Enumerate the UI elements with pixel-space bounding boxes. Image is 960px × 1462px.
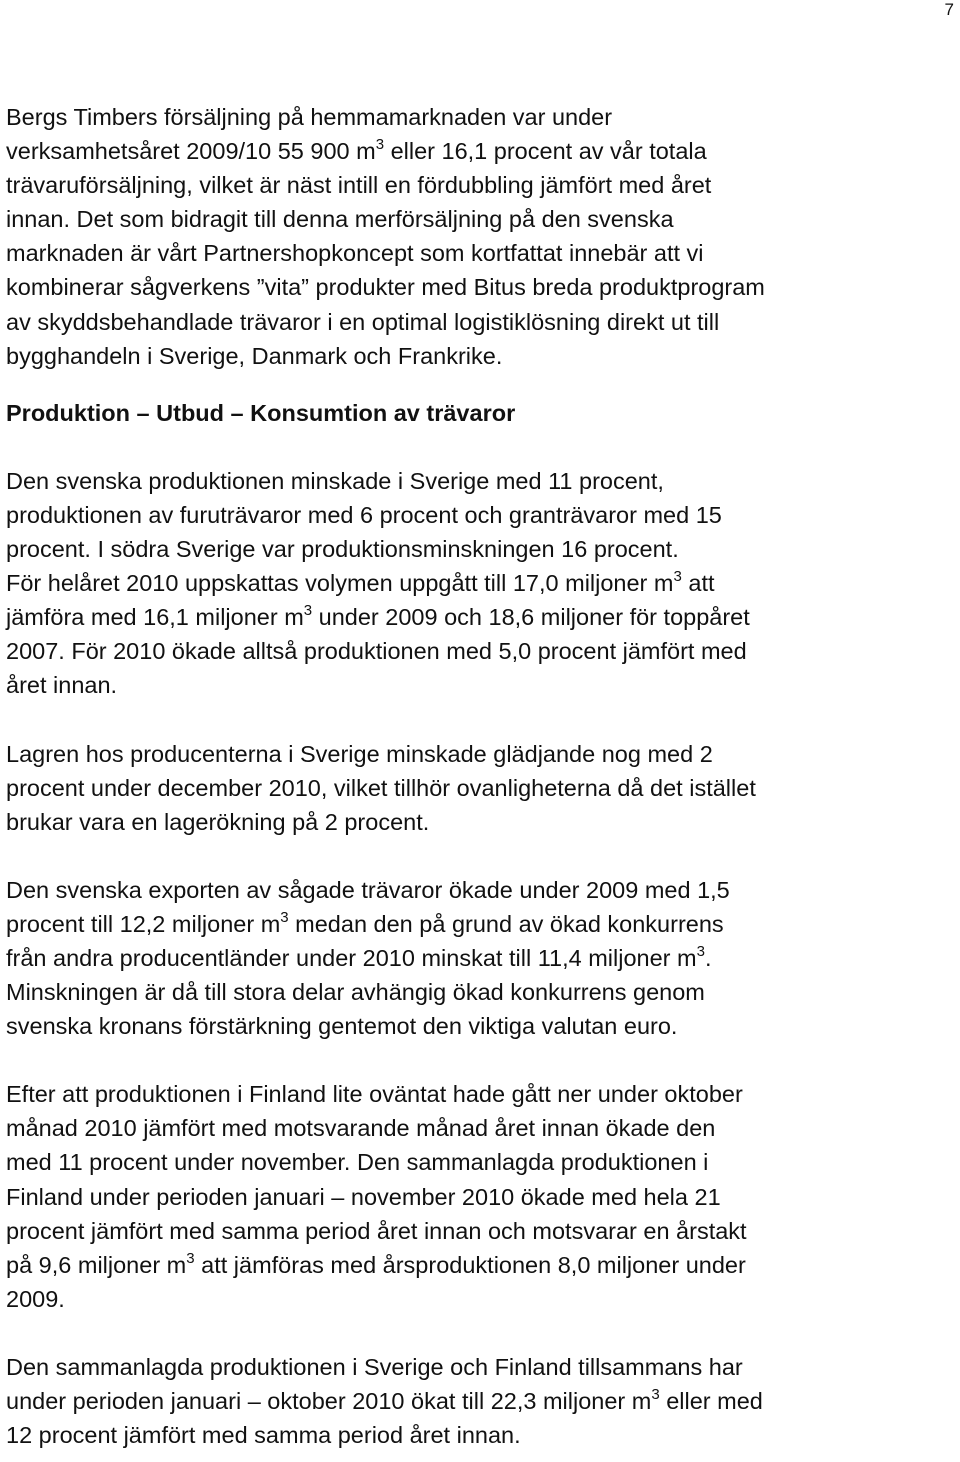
paragraph-finland	[6, 1077, 946, 1316]
text-line: Efter att produktionen i Finland lite oväntat hade gått ner under oktober	[6, 1081, 743, 1108]
text-line: under perioden januari – oktober 2010 ökat till 22,3 miljoner $m^3$ eller med	[6, 1386, 763, 1414]
paragraph-combined	[6, 1350, 946, 1452]
text-line: innan. Det som bidragit till denna merförsäljning på den svenska	[6, 206, 674, 233]
text-line: från andra producentländer under 2010 minskat till 11,4 miljoner $m^3$.	[6, 943, 712, 971]
text-line: verksamhetsåret 2009/10 55 900 $m^3$ eller 16,1 procent av vår totala	[6, 136, 707, 165]
document-body	[6, 100, 946, 1452]
paragraph-inventory	[6, 737, 946, 839]
text-line: procent. I södra Sverige var produktionsminskningen 16 procent.	[6, 536, 679, 563]
section-heading: Produktion – Utbud – Konsumtion av trävaror	[6, 399, 516, 426]
superscript: 3	[696, 943, 705, 961]
text-line: svenska kronans förstärkning gentemot den viktiga valutan euro.	[6, 1013, 678, 1040]
text-line: Lagren hos producenterna i Sverige minskade glädjande nog med 2	[6, 740, 713, 767]
text-line: Bergs Timbers försäljning på hemmamarknaden var under	[6, 104, 613, 130]
text-line: procent till 12,2 miljoner $m^3$ medan den på grund av ökad konkurrens	[6, 909, 724, 937]
text-line: kombinerar sågverkens ”vita” produkter med Bitus breda produktprogram	[6, 274, 765, 301]
superscript: 3	[375, 136, 385, 154]
text-line: produktionen av furuträvaror med 6 procent och granträvaror med 15	[6, 501, 722, 528]
paragraph-production	[6, 464, 946, 703]
paragraph-bergs-timbers	[6, 100, 946, 373]
superscript: 3	[651, 1386, 660, 1404]
text-line: Den sammanlagda produktionen i Sverige och Finland tillsammans har	[6, 1353, 743, 1380]
superscript: 3	[303, 602, 313, 620]
text-line: Den svenska exporten av sågade trävaror ökade under 2009 med 1,5	[6, 876, 730, 903]
text-line: med 11 procent under november. Den sammanlagda produktionen i	[6, 1149, 709, 1176]
text-line: av skyddsbehandlade trävaror i en optimal logistiklösning direkt ut till	[6, 308, 720, 335]
text-line: trävaruförsäljning, vilket är näst intill en fördubbling jämfört med året	[6, 172, 712, 199]
text-line: Finland under perioden januari – november 2010 ökade med hela 21	[6, 1183, 721, 1210]
text-line: 12 procent jämfört med samma period året innan.	[6, 1422, 521, 1449]
paragraph-export	[6, 873, 946, 1043]
text-line: För helåret 2010 uppskattas volymen uppgått till 17,0 miljoner $m^3$ att	[6, 568, 715, 597]
superscript: 3	[673, 568, 682, 586]
text-line: bygghandeln i Sverige, Danmark och Frankrike.	[6, 342, 503, 369]
page-number: 7	[944, 0, 954, 19]
text-line: procent under december 2010, vilket tillhör ovanligheterna då det istället	[6, 774, 756, 801]
text-line: marknaden är vårt Partnershopkoncept som kortfattat innebär att vi	[6, 240, 704, 267]
text-line: Den svenska produktionen minskade i Sverige med 11 procent,	[6, 467, 664, 494]
superscript: 3	[186, 1249, 195, 1267]
text-line: 2007. För 2010 ökade alltså produktionen med 5,0 procent jämfört med	[6, 638, 747, 665]
text-line: Minskningen är då till stora delar avhängig ökad konkurrens genom	[6, 979, 705, 1006]
text-line: månad 2010 jämfört med motsvarande månad året innan ökade den	[6, 1115, 716, 1142]
text-line: brukar vara en lagerökning på 2 procent.	[6, 808, 430, 835]
text-line: året innan.	[6, 672, 118, 699]
text-line: procent jämfört med samma period året innan och motsvarar en årstakt	[6, 1217, 747, 1244]
text-line: jämföra med 16,1 miljoner $m^3$ under 2009 och 18,6 miljoner för toppåret	[6, 602, 750, 631]
text-line: på 9,6 miljoner $m^3$ att jämföras med årsproduktionen 8,0 miljoner under	[6, 1249, 746, 1278]
text-line: 2009.	[6, 1285, 65, 1312]
superscript: 3	[280, 909, 289, 927]
